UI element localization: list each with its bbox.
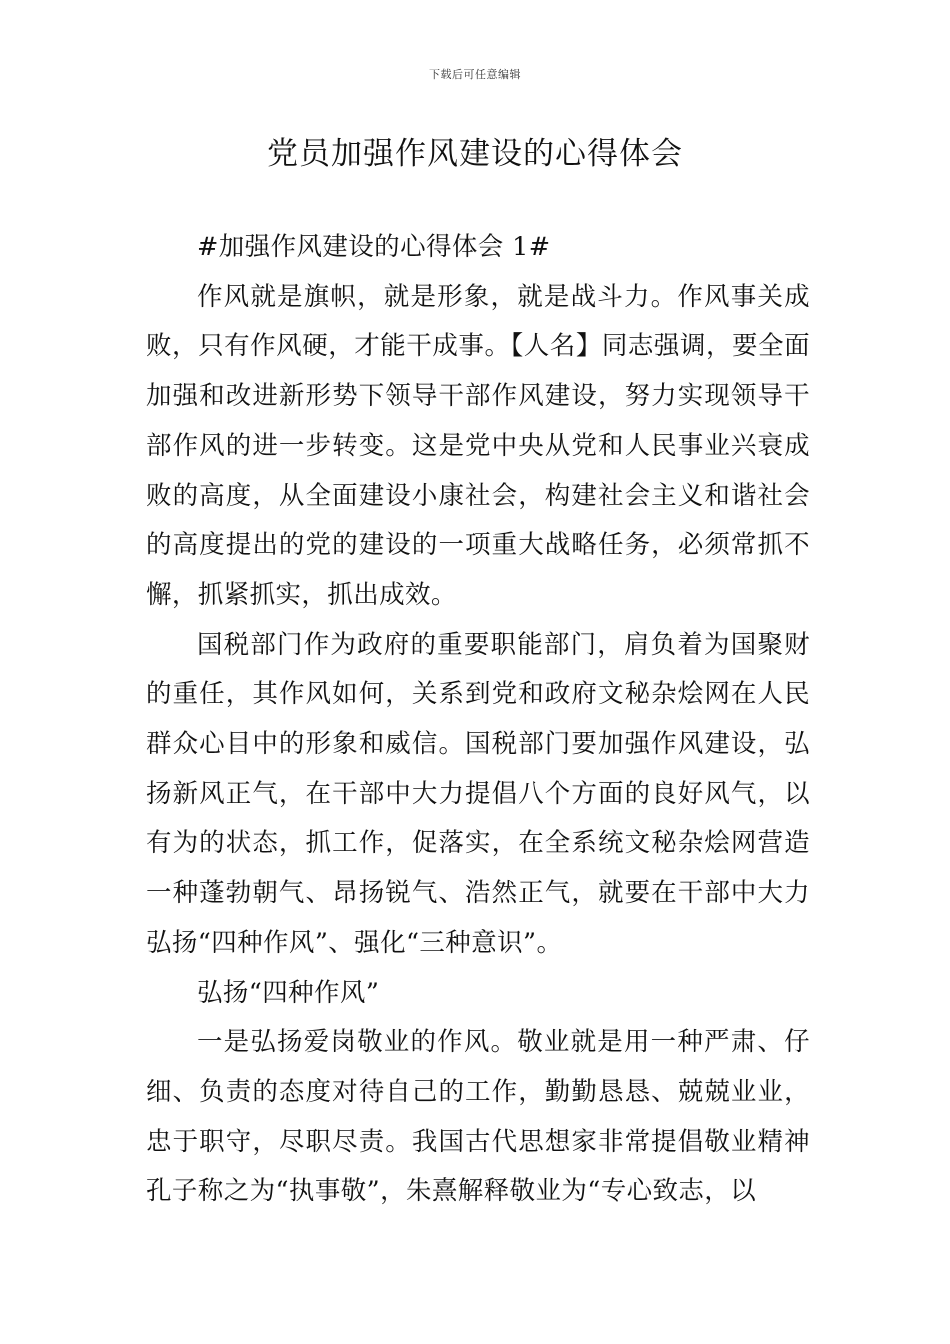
paragraph: 作风就是旗帜，就是形象，就是战斗力。作风事关成败，只有作风硬，才能干成事。【人名】同志强调，要全面加强和改进新形势下领导干部作风建设，努力实现领导干部作风的进一步转变。这是党中央从党和人民事业兴衰成败的高度，从全面建设小康社会，构建社会主义和谐社会的高度提出的党的建设的一项重大战略任务，必须常抓不懈，抓紧抓实，抓出成效。 xyxy=(146,281,810,610)
paragraph: 国税部门作为政府的重要职能部门，肩负着为国聚财的重任，其作风如何，关系到党和政府文秘杂烩网在人民群众心目中的形象和威信。国税部门要加强作风建设，弘扬新风正气，在干部中大力提倡八个方面的良好风气，以有为的状态，抓工作，促落实，在全系统文秘杂烩网营造一种蓬勃朝气、昂扬锐气、浩然正气，就要在干部中大力弘扬“四种作风”、强化“三种意识”。 xyxy=(146,629,810,958)
paragraph: 一是弘扬爱岗敬业的作风。敬业就是用一种严肃、仔细、负责的态度对待自己的工作，勤勤恳恳、兢兢业业，忠于职守，尽职尽责。我国古代思想家非常提倡敬业精神孔子称之为“执事敬”，朱熹解释敬业为“专心致志，以 xyxy=(146,1027,810,1207)
document-title: 党员加强作风建设的心得体会 xyxy=(267,136,683,172)
document-body xyxy=(146,223,810,1217)
subheading: 弘扬“四种作风” xyxy=(197,977,380,1008)
header-note: 下载后可任意编辑 xyxy=(429,68,521,81)
section-heading: #加强作风建设的心得体会 1# xyxy=(197,232,551,262)
